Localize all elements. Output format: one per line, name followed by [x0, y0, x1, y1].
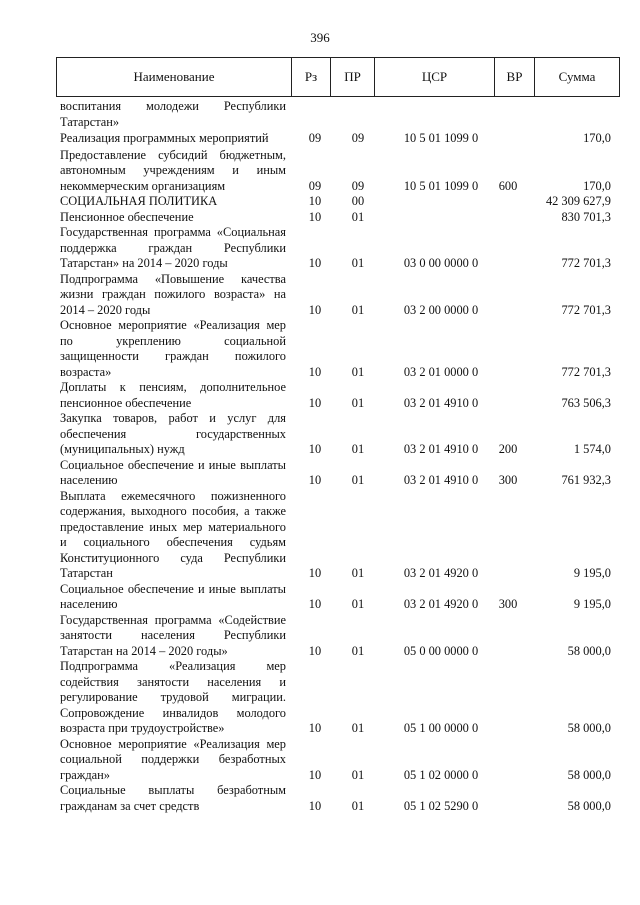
row-name: Подпрограмма «Повышение качества жизни граждан пожилого возраста» на 2014 – 2020 годы — [60, 271, 286, 317]
row-csr: 03 0 00 0000 0 — [403, 256, 479, 270]
row-rz: 10 — [308, 767, 322, 782]
row-sum: 763 506,3 — [561, 395, 611, 410]
row-pr: 01 — [351, 209, 365, 224]
row-sum: 772 701,3 — [561, 364, 611, 379]
table-row — [0, 613, 640, 660]
row-csr: 05 0 00 0000 0 — [403, 643, 479, 658]
table-row — [0, 272, 640, 319]
row-pr: 01 — [351, 302, 365, 317]
row-pr: 01 — [351, 395, 365, 410]
row-rz: 10 — [308, 364, 322, 379]
row-sum: 58 000,0 — [567, 643, 611, 658]
table-row — [0, 131, 640, 147]
row-csr: 10 5 01 1099 0 — [403, 131, 479, 145]
table-row — [0, 148, 640, 195]
table-row — [0, 225, 640, 272]
row-rz: 10 — [308, 643, 322, 658]
row-name: Реализация программных мероприятий — [60, 131, 269, 145]
row-sum: 1 574,0 — [573, 442, 611, 456]
row-sum: 772 701,3 — [561, 256, 611, 270]
row-sum: 58 000,0 — [567, 767, 611, 782]
row-name: Государственная программа «Содействие занятости населения Республики Татарстан на 2014 – 2020 годы» — [60, 612, 286, 658]
row-name: Социальное обеспечение и иные выплаты населению — [60, 581, 286, 611]
header-name: Наименование — [57, 58, 292, 96]
row-name: Доплаты к пенсиям, дополнительное пенсионное обеспечение — [60, 380, 286, 410]
row-name: Предоставление субсидий бюджетным, автономным учреждениям и иным некоммерческим организациям — [60, 147, 286, 193]
row-name: Пенсионное обеспечение — [60, 209, 194, 224]
row-rz: 10 — [308, 194, 322, 208]
row-vr: 200 — [498, 442, 518, 456]
row-sum: 761 932,3 — [561, 473, 611, 487]
table-row — [0, 489, 640, 582]
table-row — [0, 737, 640, 784]
row-csr: 10 5 01 1099 0 — [403, 178, 479, 193]
row-pr: 01 — [351, 798, 365, 813]
row-name: Закупка товаров, работ и услуг для обеспечения государственных (муниципальных) нужд — [60, 411, 286, 456]
row-rz: 09 — [308, 178, 322, 193]
table-row — [0, 318, 640, 380]
row-rz: 10 — [308, 209, 322, 224]
header-pr: ПР — [331, 58, 375, 96]
row-pr: 00 — [351, 194, 365, 208]
row-name: Основное мероприятие «Реализация мер по укреплению социальной защищенности граждан пожилого возраста» — [60, 318, 286, 379]
row-name: Основное мероприятие «Реализация мер социальной поддержки безработных граждан» — [60, 736, 286, 782]
row-name: Выплата ежемесячного пожизненного содержания, выходного пособия, а также предоставление иных мер материального и социального обеспечения судьям Конституционного суда Республики Татарстан — [60, 488, 286, 580]
row-rz: 10 — [308, 256, 322, 270]
table-row — [0, 783, 640, 814]
row-rz: 10 — [308, 597, 322, 611]
row-csr: 03 2 01 4920 0 — [403, 597, 479, 611]
row-rz: 10 — [308, 721, 322, 735]
row-pr: 01 — [351, 721, 365, 735]
table-row — [0, 659, 640, 737]
header-vr: ВР — [495, 58, 535, 96]
row-sum: 772 701,3 — [561, 302, 611, 317]
table-row — [0, 210, 640, 226]
row-csr: 03 2 01 4910 0 — [403, 442, 479, 456]
row-rz: 09 — [308, 131, 322, 145]
row-pr: 01 — [351, 597, 365, 611]
row-sum: 58 000,0 — [567, 798, 611, 813]
row-sum: 170,0 — [583, 131, 611, 145]
row-pr: 09 — [351, 178, 365, 193]
row-vr: 300 — [498, 473, 518, 487]
table-row — [0, 194, 640, 210]
table-row — [0, 380, 640, 411]
row-rz: 10 — [308, 566, 322, 580]
row-name: Социальное обеспечение и иные выплаты населению — [60, 457, 286, 487]
row-pr: 01 — [351, 566, 365, 580]
row-pr: 01 — [351, 767, 365, 782]
row-csr: 05 1 02 0000 0 — [403, 767, 479, 782]
table-row — [0, 99, 640, 130]
row-pr: 01 — [351, 364, 365, 379]
row-name: Подпрограмма «Реализация мер содействия занятости населения и регулирование трудовой миграции. Сопровождение инвалидов молодого возраста при трудоустройстве» — [60, 659, 286, 735]
row-csr: 03 2 01 4920 0 — [403, 566, 479, 580]
row-rz: 10 — [308, 798, 322, 813]
row-sum: 830 701,3 — [561, 209, 611, 224]
row-rz: 10 — [308, 442, 322, 456]
row-pr: 01 — [351, 256, 365, 270]
table-header — [56, 57, 620, 97]
row-pr: 01 — [351, 643, 365, 658]
row-csr: 05 1 00 0000 0 — [403, 721, 479, 735]
row-sum: 58 000,0 — [567, 721, 611, 735]
row-csr: 03 2 01 0000 0 — [403, 364, 479, 379]
header-rz: Рз — [292, 58, 331, 96]
row-pr: 01 — [351, 473, 365, 487]
table-row — [0, 582, 640, 613]
table-row — [0, 458, 640, 489]
table-body — [0, 99, 640, 814]
header-csr: ЦСР — [375, 58, 495, 96]
row-sum: 42 309 627,9 — [545, 194, 611, 208]
row-rz: 10 — [308, 473, 322, 487]
row-csr: 03 2 01 4910 0 — [403, 473, 479, 487]
table-row — [0, 411, 640, 458]
row-sum: 9 195,0 — [573, 597, 611, 611]
row-csr: 05 1 02 5290 0 — [403, 798, 479, 813]
header-sum: Сумма — [558, 69, 596, 84]
row-sum: 9 195,0 — [573, 566, 611, 580]
row-vr: 300 — [498, 597, 518, 611]
row-name: воспитания молодежи Республики Татарстан» — [60, 99, 286, 129]
row-rz: 10 — [308, 302, 322, 317]
row-name: Государственная программа «Социальная поддержка граждан Республики Татарстан» на 2014 – 2020 годы — [60, 225, 286, 270]
page-number: 396 — [310, 30, 330, 45]
row-name: СОЦИАЛЬНАЯ ПОЛИТИКА — [60, 194, 218, 208]
row-pr: 01 — [351, 442, 365, 456]
row-csr: 03 2 00 0000 0 — [403, 302, 479, 317]
row-csr: 03 2 01 4910 0 — [403, 395, 479, 410]
row-vr: 600 — [498, 178, 518, 193]
row-sum: 170,0 — [583, 178, 611, 193]
row-pr: 09 — [351, 131, 365, 145]
row-rz: 10 — [308, 395, 322, 410]
row-name: Социальные выплаты безработным гражданам за счет средств — [60, 783, 286, 813]
